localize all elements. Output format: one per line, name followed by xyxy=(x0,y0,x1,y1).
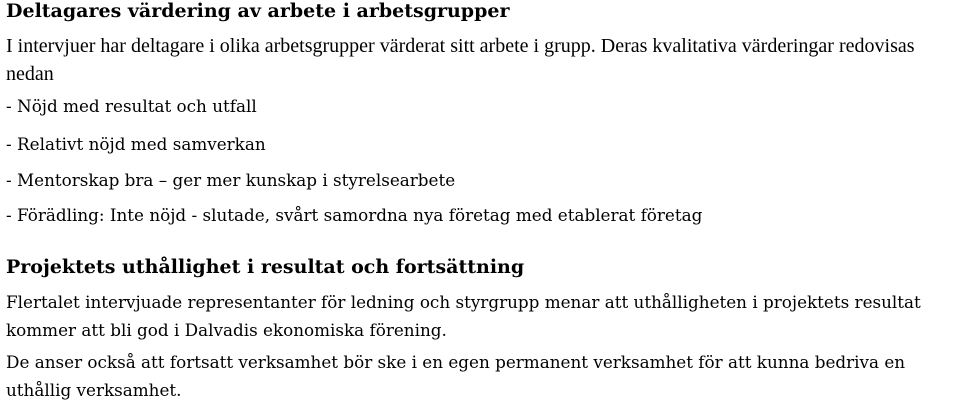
list-item: - Förädling: Inte nöjd - slutade, svårt samordna nya företag med etablerat företag xyxy=(6,205,703,225)
section-heading-sustainability: Projektets uthållighet i resultat och fortsättning xyxy=(6,256,525,278)
body-paragraph: Flertalet intervjuade representanter för ledning och styrgrupp menar att uthålligheten i projektets resultat kommer att bli god i Dalvadis ekonomiska förening. xyxy=(6,292,921,340)
list-item: - Nöjd med resultat och utfall xyxy=(6,96,257,116)
list-item: - Mentorskap bra – ger mer kunskap i styrelsearbete xyxy=(6,170,456,190)
section-heading-evaluation: Deltagares värdering av arbete i arbetsgrupper xyxy=(6,0,510,22)
body-paragraph: De anser också att fortsatt verksamhet bör ske i en egen permanent verksamhet för att kunna bedriva en uthållig verksamhet. xyxy=(6,352,906,400)
intro-paragraph: I intervjuer har deltagare i olika arbetsgrupper värderat sitt arbete i grupp. Deras kvalitativa värderingar redovisas nedan xyxy=(6,35,915,85)
list-item: - Relativt nöjd med samverkan xyxy=(6,134,266,154)
